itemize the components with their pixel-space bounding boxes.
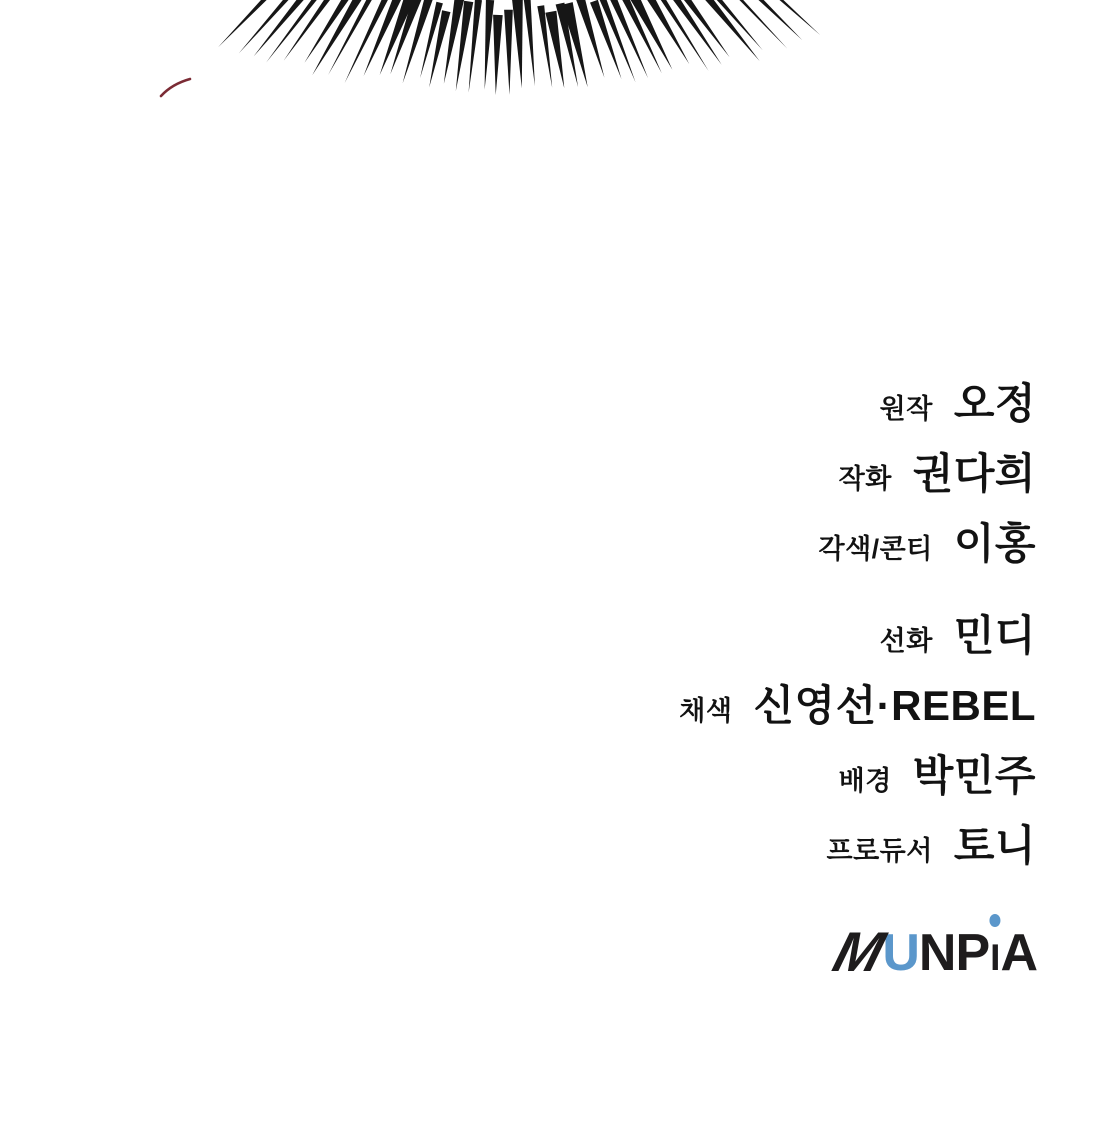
- credit-role-label: 원작: [879, 394, 933, 424]
- credit-name: 신영선·REBEL: [753, 682, 1036, 729]
- logo-letter-n: N: [918, 924, 956, 982]
- speed-line: [254, 0, 346, 56]
- credit-role-label: 채색: [679, 696, 733, 726]
- logo-letter-p: P: [955, 924, 990, 982]
- credit-name: 오정: [953, 380, 1036, 427]
- speed-line: [504, 10, 513, 95]
- logo-letter-u: U: [882, 924, 919, 982]
- credit-name: 박민주: [912, 752, 1036, 799]
- credit-row: [416, 816, 1036, 886]
- credit-role-label: 선화: [879, 626, 933, 656]
- credit-name: 권다희: [912, 450, 1036, 497]
- credit-row: [416, 746, 1036, 816]
- speed-line: [485, 0, 495, 90]
- munpia-logo: [826, 920, 1037, 983]
- credit-row: [416, 374, 1036, 444]
- logo-letter-m: M: [826, 920, 891, 983]
- speed-line: [642, 0, 709, 71]
- credit-role-label: 각색/콘티: [818, 534, 933, 564]
- credit-name: 민디: [953, 612, 1036, 659]
- speed-line: [493, 15, 503, 95]
- speed-lines-artwork: [0, 0, 1099, 200]
- speed-line: [524, 0, 535, 86]
- logo-letter-i: I: [990, 930, 999, 986]
- logo-letter-a: A: [1000, 924, 1037, 982]
- speed-line: [512, 0, 523, 88]
- credit-name: 토니: [953, 822, 1036, 869]
- credit-role-label: 배경: [838, 766, 892, 796]
- credit-row: [416, 514, 1036, 584]
- credit-row: [416, 444, 1036, 514]
- credit-group-production-staff: [416, 606, 1036, 886]
- credit-row: [416, 676, 1036, 746]
- credit-row: [416, 606, 1036, 676]
- credit-role-label: 작화: [838, 464, 892, 494]
- credit-name: 이홍: [953, 520, 1036, 567]
- credit-role-label: 프로듀서: [826, 836, 933, 866]
- red-slash-mark: [161, 79, 190, 96]
- credit-group-main-staff: [416, 374, 1036, 584]
- logo-i-dot: [989, 914, 1000, 927]
